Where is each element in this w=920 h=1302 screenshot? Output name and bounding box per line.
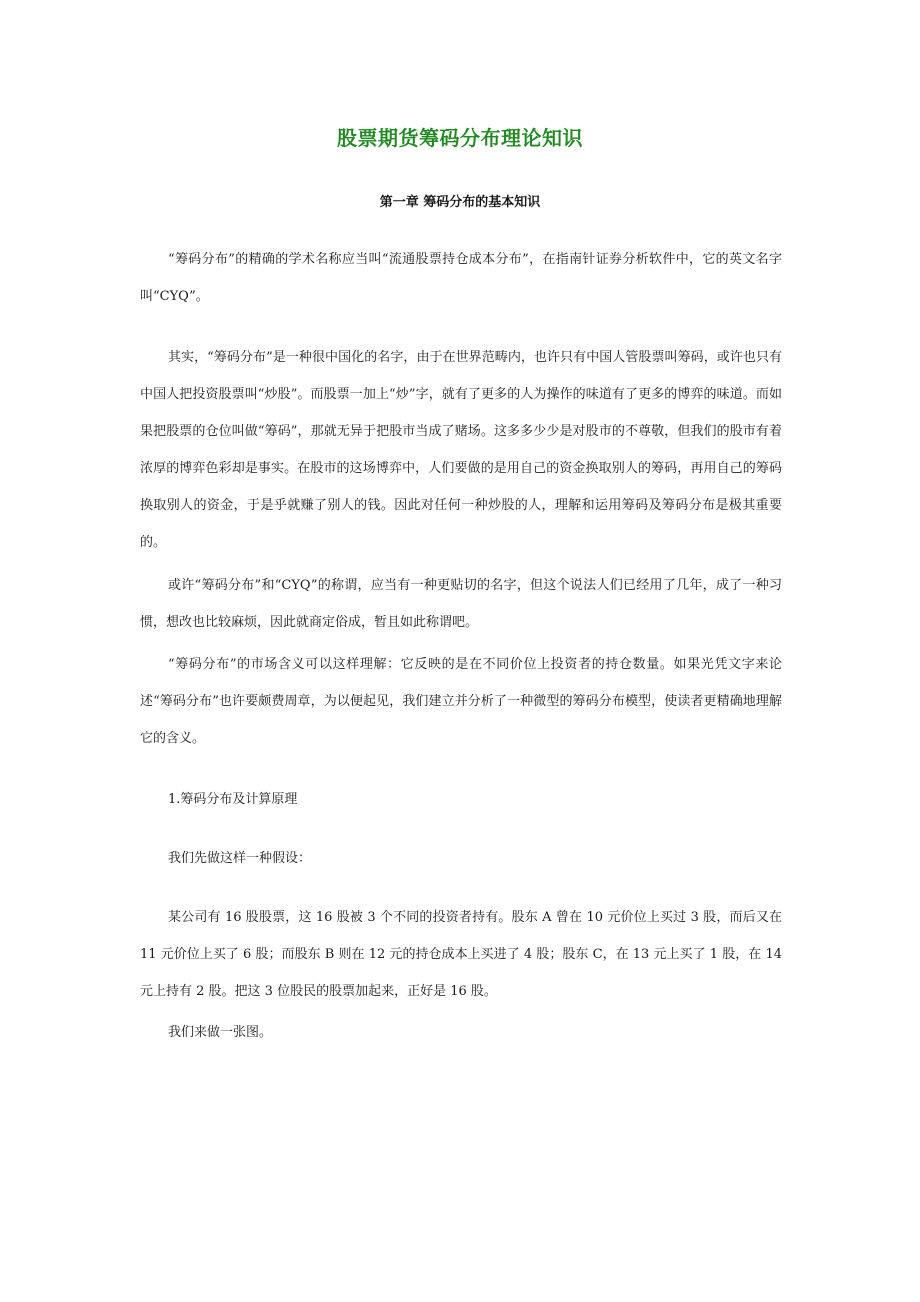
chapter-heading: 第一章 筹码分布的基本知识 bbox=[379, 195, 541, 210]
section-heading-calculation-principle: 1.筹码分布及计算原理 bbox=[168, 792, 298, 807]
paragraph-assumption-intro: 我们先做这样一种假设： bbox=[168, 851, 312, 866]
paragraph-example-shareholders: 某公司有 16 股股票，这 16 股被 3 个不同的投资者持有。股东 A 曾在 10 元价位上买过 3 股，而后又在 11 元价位上买了 6 股；而股东 B 则在 12 元的持仓成本上买进了 4 股；股东 C，在 13 元上买了 1 股，在 14 元上持有 2 股。把这 3 位股民的股票加起来，正好是 16 股。 bbox=[140, 910, 782, 999]
document-title: 股票期货筹码分布理论知识 bbox=[337, 126, 583, 150]
paragraph-market-meaning: “筹码分布”的市场含义可以这样理解：它反映的是在不同价位上投资者的持仓数量。如果光凭文字来论述“筹码分布”也许要颇费周章，为以便起见，我们建立并分析了一种微型的筹码分布模型，使读者更精确地理解它的含义。 bbox=[140, 657, 782, 746]
paragraph-chinese-naming: 其实，“筹码分布”是一种很中国化的名字，由于在世界范畴内，也许只有中国人管股票叫筹码，或许也只有中国人把投资股票叫“炒股”。而股票一加上“炒”字，就有了更多的人为操作的味道有了更多的博弈的味道。而如果把股票的仓位叫做“筹码”，那就无异于把股市当成了赌场。这多多少少是对股市的不尊敬，但我们的股市有着浓厚的博弈色彩却是事实。在股市的这场博弈中，人们要做的是用自己的资金换取别人的筹码，再用自己的筹码换取别人的资金，于是乎就赚了别人的钱。因此对任何一种炒股的人，理解和运用筹码及筹码分布是极其重要的。 bbox=[140, 350, 782, 550]
paragraph-naming-convention: 或许“筹码分布”和“CYQ”的称谓，应当有一种更贴切的名字，但这个说法人们已经用了几年，成了一种习惯，想改也比较麻烦，因此就商定俗成，暂且如此称谓吧。 bbox=[140, 578, 782, 630]
paragraph-definition: “筹码分布”的精确的学术名称应当叫“流通股票持仓成本分布”，在指南针证券分析软件中，它的英文名字叫“CYQ”。 bbox=[140, 252, 782, 304]
paragraph-make-chart: 我们来做一张图。 bbox=[168, 1025, 273, 1040]
